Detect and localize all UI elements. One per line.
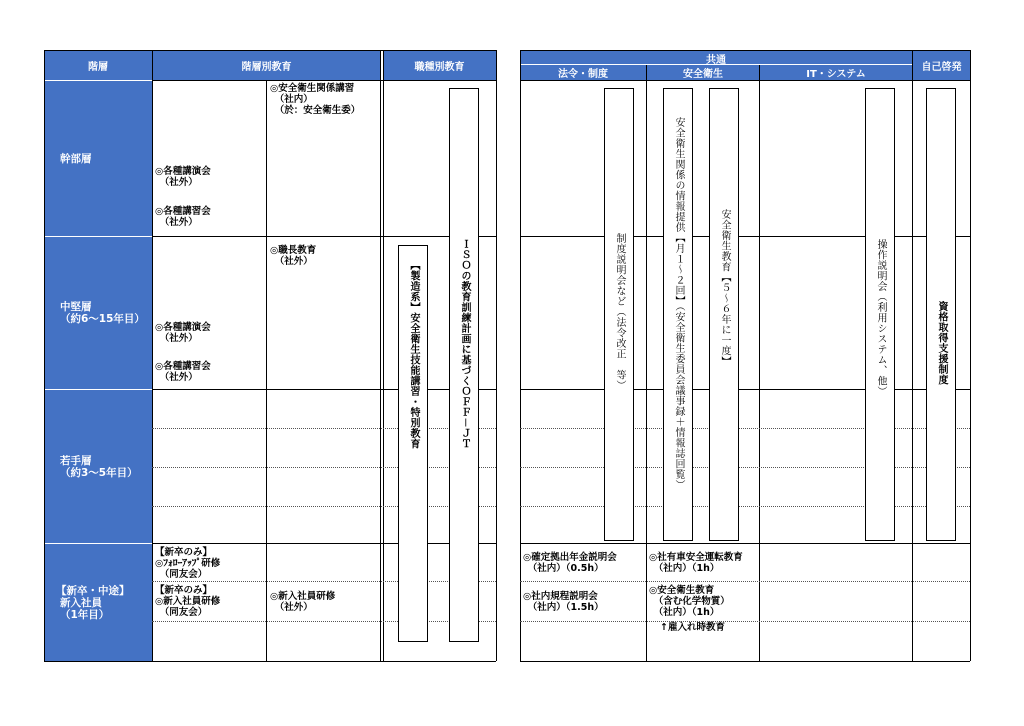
new-followup-training: 【新卒のみ】 ◎ﾌｫﾛｰｱｯﾌﾟ研修 （同友会） — [155, 547, 221, 580]
iso-offjt-text: ＩＳＯの教育訓練計画に基づくＯＦＦ－ＪＴ — [459, 239, 470, 449]
row-mid-sub: （約6～15年目） — [60, 313, 145, 325]
qualification-box — [926, 88, 956, 541]
safety-edu-text: 安全衛生教育【５～６年に一度】 — [719, 209, 730, 367]
exec-lecture: ◎各種講演会 （社外） — [155, 166, 211, 188]
row-new — [44, 544, 152, 661]
mid-chief-training: ◎職長教育 （社外） — [270, 245, 317, 267]
hire-time-education: ↑雇入れ時教育 — [660, 622, 725, 633]
header-level-education: 階層別教育 — [153, 51, 380, 80]
row-executive-label: 幹部層 — [60, 152, 92, 165]
it-briefing-box — [865, 88, 895, 541]
it-briefing-text: 操作説明会（利用システム、他） — [875, 239, 886, 397]
mid-lecture: ◎各種講演会 （社外） — [155, 322, 211, 344]
new-employee-training-grad: 【新卒のみ】 ◎新入社員研修 （同友会） — [155, 585, 221, 618]
mfg-safety-box — [398, 245, 428, 642]
new-employee-training-ext: ◎新入社員研修 （社外） — [270, 591, 336, 613]
row-young — [44, 390, 152, 543]
header-common: 共通 — [520, 51, 912, 65]
mfg-safety-text: 【製造系】安全衛生技能講習・特別教育 — [408, 260, 419, 449]
row-new-line1: 【新卒・中途】 — [56, 584, 130, 597]
mid-training: ◎各種講習会 （社外） — [155, 361, 211, 383]
row-new-line3: （1年目） — [60, 608, 110, 621]
row-mid-label: 中堅層 — [60, 301, 92, 313]
car-safety-training: ◎社有車安全運転教育 （社内）（1h） — [649, 552, 743, 574]
pension-briefing: ◎確定拠出年金説明会 （社内）（0.5h） — [523, 552, 617, 574]
row-young-sub: （約3～5年目） — [60, 466, 138, 479]
row-new-line2: 新入社員 — [60, 596, 102, 609]
law-briefing-text: 制度説明会など（法令改正 等） — [614, 233, 625, 391]
row-executive — [44, 81, 152, 236]
header-safety: 安全衛生 — [647, 65, 759, 80]
iso-offjt-box — [449, 88, 479, 642]
header-level: 階層 — [44, 51, 152, 80]
safety-chem-training: ◎安全衛生教育 （含む化学物質） （社内）（1h） — [649, 585, 730, 618]
rules-briefing: ◎社内規程説明会 （社内）（1.5h） — [523, 591, 604, 613]
header-job-education: 職種別教育 — [383, 51, 496, 80]
header-law: 法令・制度 — [520, 65, 646, 80]
law-briefing-box — [604, 88, 634, 541]
safety-info-box — [663, 88, 693, 541]
row-mid — [44, 237, 152, 389]
exec-training: ◎各種講習会 （社外） — [155, 206, 211, 228]
header-it: IT・システム — [760, 65, 912, 80]
row-young-label: 若手層 — [60, 454, 92, 467]
safety-info-text: 安全衛生関係の情報提供【月１～２回】（安全衛生委員会議事録＋情報誌回覧） — [673, 117, 684, 490]
exec-safety-training: ◎安全衛生関係講習 （社内） （於：安全衛生委） — [270, 83, 361, 116]
safety-edu-box — [709, 88, 739, 541]
qualification-text: 資格取得支援制度 — [936, 301, 947, 385]
header-self-development: 自己啓発 — [913, 51, 970, 80]
